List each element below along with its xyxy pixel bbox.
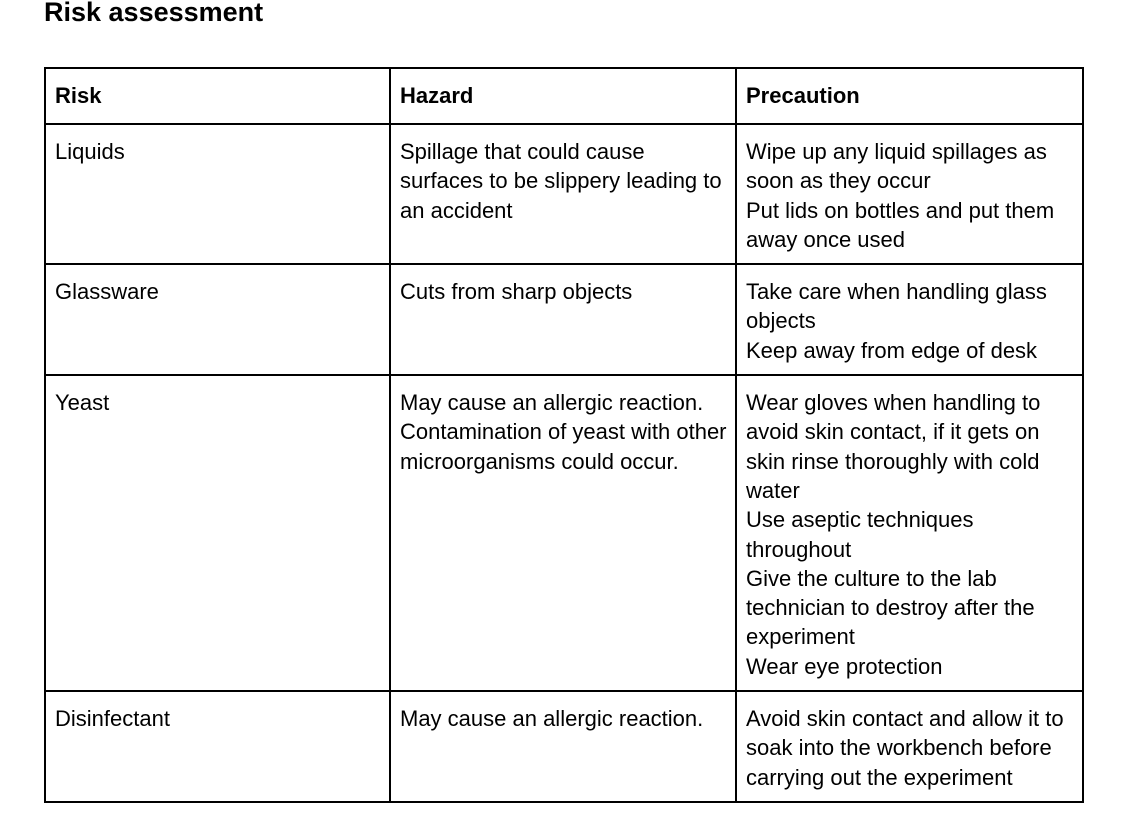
risk-cell: Glassware: [45, 264, 390, 375]
column-header-precaution: Precaution: [736, 68, 1083, 124]
precaution-cell: [736, 124, 1083, 264]
page-title: Risk assessment: [44, 0, 264, 27]
precaution-cell: [736, 375, 1083, 691]
precaution-line: Wipe up any liquid spillages as soon as they occur: [746, 139, 1047, 194]
precaution-line: Avoid skin contact and allow it to soak into the workbench before carrying out the experiment: [746, 706, 1064, 790]
hazard-line: Spillage that could cause surfaces to be slippery leading to an accident: [400, 139, 722, 223]
risk-cell: Yeast: [45, 375, 390, 691]
risk-assessment-table: [44, 67, 1084, 803]
risk-cell: Liquids: [45, 124, 390, 264]
hazard-line: May cause an allergic reaction.: [400, 706, 704, 732]
hazard-cell: [390, 264, 736, 375]
hazard-line: May cause an allergic reaction.: [400, 390, 704, 416]
hazard-cell: [390, 375, 736, 691]
column-header-risk: Risk: [45, 68, 390, 124]
precaution-line: Wear gloves when handling to avoid skin contact, if it gets on skin rinse thoroughly with cold water: [746, 390, 1041, 503]
table-row: [45, 124, 1083, 264]
hazard-line: Contamination of yeast with other microorganisms could occur.: [400, 419, 727, 474]
column-header-hazard: Hazard: [390, 68, 736, 124]
table-row: [45, 264, 1083, 375]
precaution-line: Give the culture to the lab technician to destroy after the experiment: [746, 565, 1035, 650]
precaution-line: Use aseptic techniques throughout: [746, 507, 974, 562]
hazard-cell: [390, 691, 736, 802]
precaution-cell: [736, 691, 1083, 802]
table-row: [45, 375, 1083, 691]
table-header-row: [45, 68, 1083, 124]
hazard-line: Cuts from sharp objects: [400, 279, 633, 305]
table-row: [45, 691, 1083, 802]
risk-cell: Disinfectant: [45, 691, 390, 802]
hazard-cell: [390, 124, 736, 264]
precaution-cell: [736, 264, 1083, 375]
precaution-line: Take care when handling glass objects: [746, 279, 1047, 334]
precaution-line: Put lids on bottles and put them away once used: [746, 197, 1055, 252]
precaution-line: Keep away from edge of desk: [746, 337, 1038, 363]
precaution-line: Wear eye protection: [746, 653, 943, 679]
